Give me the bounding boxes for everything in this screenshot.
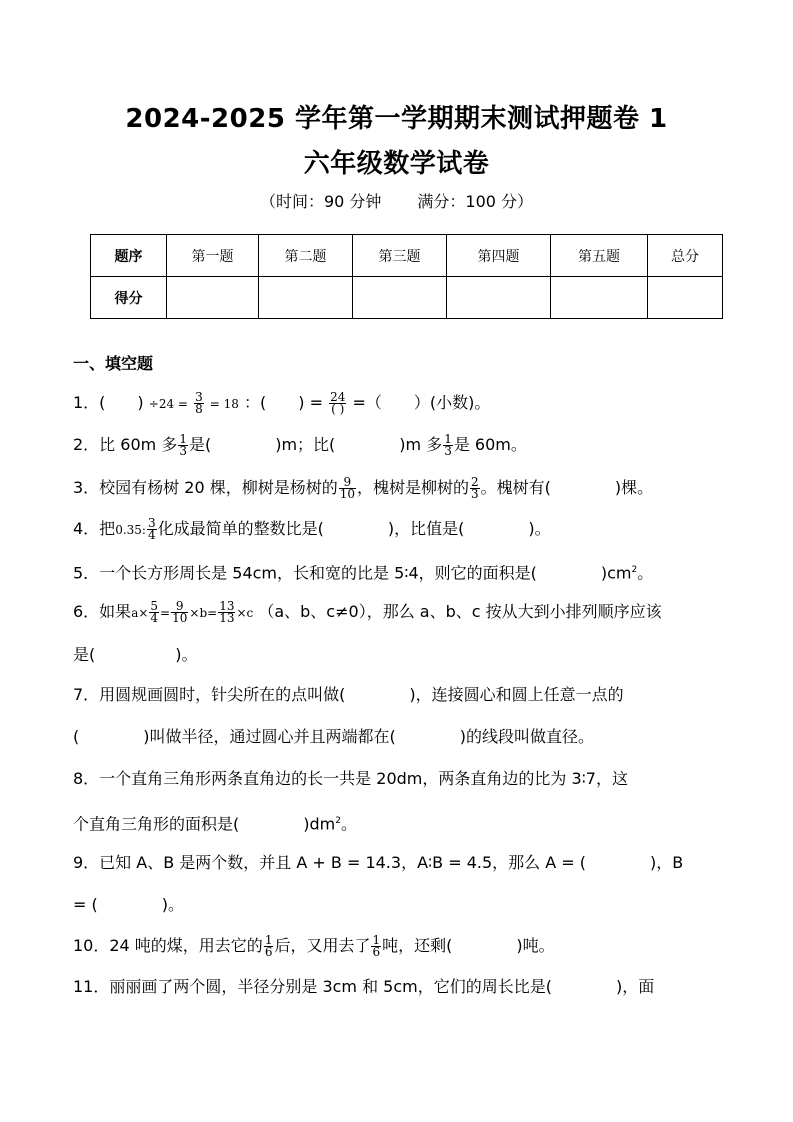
q1-expr2: = 18	[209, 397, 239, 411]
question-1	[73, 392, 723, 415]
q2-fraction: $\frac{1}{3}$	[179, 432, 187, 458]
q5-text2: 。	[637, 563, 654, 583]
score-table-header-cell: 第一题	[167, 235, 259, 277]
q10-fraction2: $\frac{1}{6}$	[372, 933, 381, 959]
q2-text2: 是( )m；比( )m 多	[188, 435, 443, 454]
q3-text: 3．校园有杨树 20 棵，柳树是杨树的	[73, 478, 338, 497]
score-table	[90, 234, 723, 319]
section-title: 一、填空题	[73, 354, 154, 373]
q6-expr: a×	[131, 606, 149, 620]
q4-text: 4．把	[73, 519, 116, 538]
score-table-header-cell: 总分	[648, 235, 723, 277]
q1-fraction2: $\frac{24}{( )}$	[330, 390, 346, 416]
q1-text: 1．( )	[73, 393, 144, 412]
exam-full-score: 满分：100 分）	[417, 192, 534, 211]
q2-fraction2: $\frac{1}{3}$	[444, 432, 452, 458]
question-10	[73, 935, 723, 958]
question-3	[73, 477, 723, 500]
question-8: 8．一个直角三角形两条直角边的长一共是 20dm，两条直角边的比为 3∶7，这	[73, 769, 628, 788]
q2-text3: 是 60m。	[453, 435, 527, 454]
score-cell	[447, 277, 551, 319]
score-table-header-cell: 第四题	[447, 235, 551, 277]
q6-fraction2: $\frac{9}{10}$	[172, 599, 188, 625]
question-6-continued: 是( )。	[73, 645, 198, 664]
question-9: 9．已知 A、B 是两个数，并且 A + B = 14.3，A∶B = 4.5，那么 A = ( )，B	[73, 853, 684, 872]
q6-expr4: ×c	[236, 606, 254, 620]
q6-fraction: $\frac{5}{4}$	[150, 599, 159, 625]
score-table-header-row	[91, 235, 723, 277]
score-cell	[259, 277, 353, 319]
q3-fraction2: $\frac{2}{3}$	[471, 475, 479, 501]
question-4	[73, 518, 723, 541]
question-8-continued	[73, 811, 723, 834]
q6-text: 6．如果	[73, 602, 132, 621]
q1-expr: ÷24 =	[148, 397, 188, 411]
q4-fraction: $\frac{3}{4}$	[147, 516, 156, 542]
score-cell	[167, 277, 259, 319]
q1-text2: ：( ) =	[244, 393, 324, 412]
q6-expr2: =	[160, 606, 171, 620]
question-7: 7．用圆规画圆时，针尖所在的点叫做( )，连接圆心和圆上任意一点的	[73, 685, 624, 704]
score-row-label: 得分	[91, 277, 167, 319]
question-7-continued: ( )叫做半径，通过圆心并且两端都在( )的线段叫做直径。	[73, 727, 594, 746]
q5-text: 5．一个长方形周长是 54cm，长和宽的比是 5∶4，则它的面积是( )cm	[73, 563, 632, 583]
q4-expr: 0.35:	[115, 523, 146, 537]
exam-time: （时间：90 分钟	[259, 192, 382, 211]
q8-text2: 。	[340, 814, 357, 834]
score-cell	[648, 277, 723, 319]
q3-text3: 。槐树有( )棵。	[480, 478, 654, 497]
q3-text2: ，槐树是柳树的	[357, 478, 470, 497]
exam-subtitle: 六年级数学试卷	[303, 149, 490, 179]
q10-text3: 吨，还剩( )吨。	[382, 936, 555, 955]
q5-superscript: 2	[631, 565, 638, 575]
exam-info	[0, 189, 793, 212]
question-9-continued: = ( )。	[73, 895, 184, 914]
question-5	[73, 560, 723, 583]
score-table-header-cell: 题序	[91, 235, 167, 277]
exam-title: 2024-2025 学年第一学期期末测试押题卷 1	[125, 104, 668, 134]
q6-text2: （a、b、c≠0），那么 a、b、c 按从大到小排列顺序应该	[258, 602, 662, 621]
question-6	[73, 601, 723, 624]
q8-superscript: 2	[335, 816, 341, 826]
q4-text2: 化成最简单的整数比是( )，比值是( )。	[157, 519, 551, 538]
score-table-header-cell: 第三题	[353, 235, 447, 277]
score-table-header-cell: 第五题	[551, 235, 648, 277]
question-2	[73, 434, 723, 457]
q8-text: 个直角三角形的面积是( )dm	[73, 814, 336, 834]
q1-fraction: $\frac{3}{8}$	[195, 390, 203, 416]
q10-text: 10．24 吨的煤，用去它的	[73, 936, 263, 955]
question-11: 11．丽丽画了两个圆，半径分别是 3cm 和 5cm，它们的周长比是( )，面	[73, 977, 655, 996]
q1-text3: =（ ）(小数)。	[352, 393, 491, 412]
q6-fraction3: $\frac{13}{13}$	[219, 599, 235, 625]
q2-text: 2．比 60m 多	[73, 435, 178, 454]
score-table-score-row	[91, 277, 723, 319]
q10-fraction: $\frac{1}{6}$	[264, 933, 273, 959]
score-cell	[551, 277, 648, 319]
q3-fraction: $\frac{9}{10}$	[339, 475, 355, 501]
q6-expr3: ×b=	[189, 606, 218, 620]
score-table-header-cell: 第二题	[259, 235, 353, 277]
q10-text2: 后，又用去了	[274, 936, 371, 955]
score-cell	[353, 277, 447, 319]
